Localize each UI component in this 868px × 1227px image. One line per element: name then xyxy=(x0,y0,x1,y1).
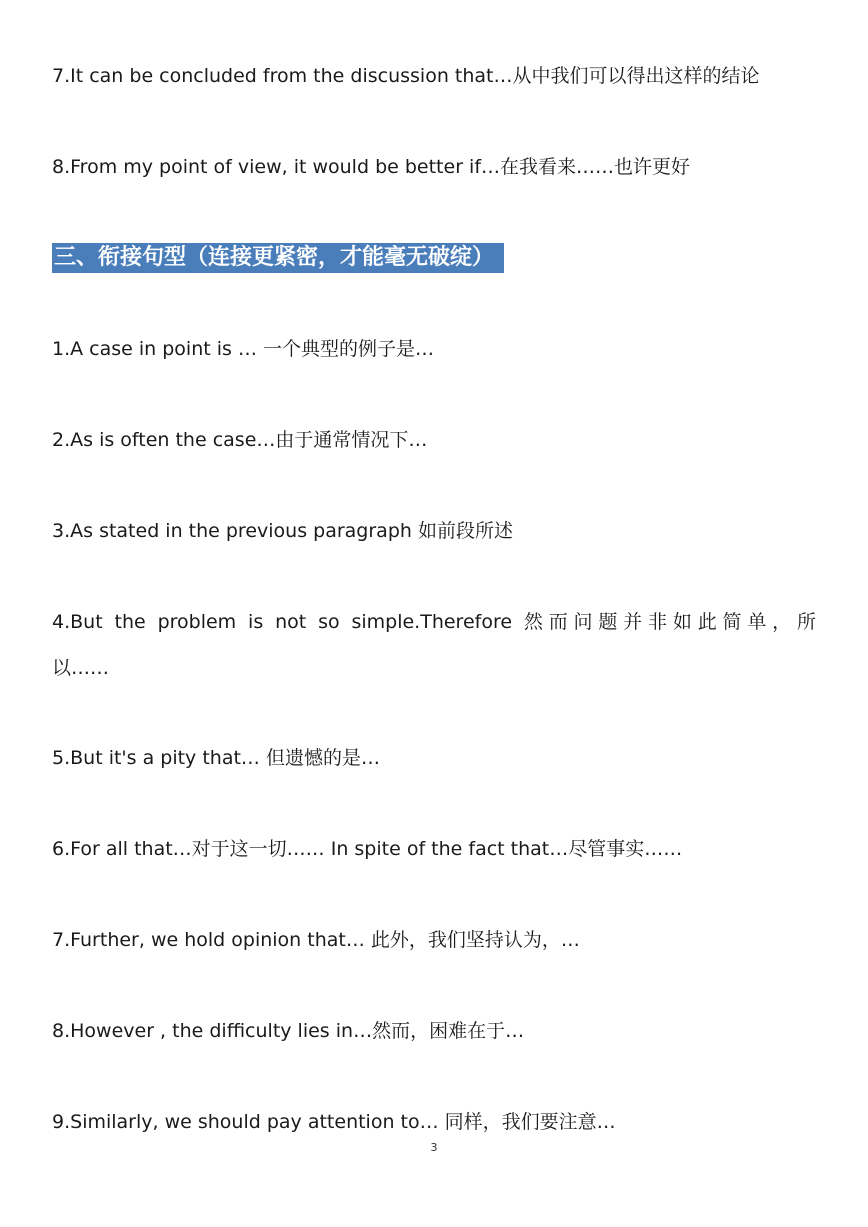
section-heading: 三、衔接句型（连接更紧密，才能毫无破绽） xyxy=(52,243,504,273)
item-4-continuation: 以…… xyxy=(52,657,110,679)
item-7: 7.Further, we hold opinion that… 此外，我们坚持认为，… xyxy=(52,929,580,951)
item-3: 3.As stated in the previous paragraph 如前段所述 xyxy=(52,520,513,542)
item-9: 9.Similarly, we should pay attention to… 同样，我们要注意… xyxy=(52,1111,616,1133)
item-5: 5.But it's a pity that… 但遗憾的是… xyxy=(52,747,380,769)
item-6: 6.For all that…对于这一切…… In spite of the fact that…尽管事实…… xyxy=(52,838,683,860)
item-top-8: 8.From my point of view, it would be better if…在我看来……也许更好 xyxy=(52,156,691,178)
item-8: 8.However , the difficulty lies in…然而，困难在于… xyxy=(52,1020,525,1042)
item-top-7: 7.It can be concluded from the discussion that…从中我们可以得出这样的结论 xyxy=(52,65,760,87)
item-4: 4.But the problem is not so simple.Therefore 然而问题并非如此简单，所 xyxy=(52,611,816,633)
item-1: 1.A case in point is … 一个典型的例子是… xyxy=(52,338,434,360)
item-2: 2.As is often the case…由于通常情况下… xyxy=(52,429,428,451)
page-number: 3 xyxy=(430,1141,438,1154)
